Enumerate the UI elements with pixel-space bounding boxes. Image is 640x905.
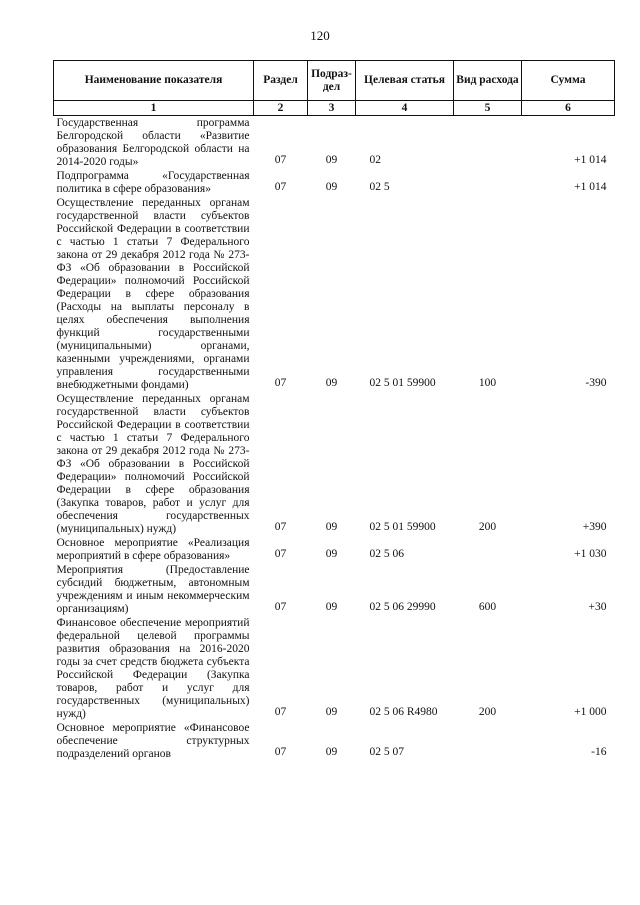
row-statya: 02 5 01 59900: [369, 377, 436, 389]
row-razdel: 07: [274, 548, 287, 560]
row-razdel: 07: [274, 181, 287, 193]
row-name: Подпрограмма «Государственная политика в сфере образования»: [56, 170, 250, 195]
row-vid: 100: [478, 377, 497, 389]
row-statya: 02 5 01 59900: [369, 521, 436, 533]
table-row: [54, 196, 615, 392]
row-razdel: 07: [274, 706, 287, 718]
row-podrazdel: 09: [325, 377, 338, 389]
row-summa: +1 014: [574, 154, 607, 166]
col-number: 2: [254, 101, 308, 116]
col-header-summa: Сумма: [522, 61, 615, 101]
col-number: 3: [308, 101, 356, 116]
row-vid: [454, 536, 522, 563]
table-row: [54, 116, 615, 170]
row-name: Финансовое обеспечение мероприятий федеральной целевой программы развития образования на 2016-2020 годы за счет средств бюджета субъекта Российской Федерации (Закупка товаров, работ и услуг для государственных (муниципальных) нужд): [56, 617, 250, 720]
row-summa: -390: [585, 377, 607, 389]
row-summa: +390: [582, 521, 607, 533]
row-razdel: 07: [274, 601, 287, 613]
row-podrazdel: 09: [325, 154, 338, 166]
row-razdel: 07: [274, 377, 287, 389]
row-vid: [454, 721, 522, 761]
table-column-numbers-row: [54, 101, 615, 116]
col-header-name: Наименование показателя: [54, 61, 254, 101]
page-number: 120: [310, 28, 330, 43]
row-razdel: 07: [274, 154, 287, 166]
row-vid: 600: [478, 601, 497, 613]
row-statya: 02 5 06: [369, 548, 404, 560]
row-razdel: 07: [274, 746, 287, 758]
row-statya: 02 5 06 29990: [369, 601, 436, 613]
row-podrazdel: 09: [325, 181, 338, 193]
row-razdel: 07: [274, 521, 287, 533]
row-name: Осуществление переданных органам государственной власти субъектов Российской Федерации в соответствии с частью 1 статьи 7 Федерального закона от 29 декабря 2012 года № 273-ФЗ «Об образовании в Российской Федерации» полномочий Российской Федерации в сфере образования (Расходы на выплаты персоналу в целях обеспечения выполнения функций государственными (муниципальными) органами, казенными учреждениями, органами управления государственными внебюджетными фондами): [56, 197, 250, 391]
row-summa: -16: [591, 746, 607, 758]
col-number: 4: [356, 101, 454, 116]
row-statya: 02 5 07: [369, 746, 404, 758]
row-name: Государственная программа Белгородской области «Развитие образования Белгородской области на 2014-2020 годы»: [56, 117, 250, 168]
row-vid: 200: [478, 706, 497, 718]
budget-table: [53, 60, 615, 761]
table-row: [54, 721, 615, 761]
row-name: Осуществление переданных органам государственной власти субъектов Российской Федерации в соответствии с частью 1 статьи 7 Федерального закона от 29 декабря 2012 года № 273-ФЗ «Об образовании в Российской Федерации» полномочий Российской Федерации в сфере образования (Закупка товаров, работ и услуг для обеспечения государственных (муниципальных) нужд): [56, 393, 250, 535]
col-header-statya: Целевая статья: [356, 61, 454, 101]
row-summa: +1 000: [574, 706, 607, 718]
row-statya: 02: [369, 154, 381, 166]
row-name: Мероприятия (Предоставление субсидий бюджетным, автономным учреждениям и иным некоммерческим организациям): [56, 564, 250, 615]
row-vid: [454, 169, 522, 196]
table-row: [54, 536, 615, 563]
row-podrazdel: 09: [325, 746, 338, 758]
col-number: 1: [54, 101, 254, 116]
row-statya: 02 5 06 R4980: [369, 706, 438, 718]
table-row: [54, 392, 615, 536]
row-vid: 200: [478, 521, 497, 533]
row-vid: [454, 116, 522, 170]
col-header-podrazdel: Подраз-дел: [308, 61, 356, 101]
row-summa: +1 014: [574, 181, 607, 193]
row-name: Основное мероприятие «Реализация мероприятий в сфере образования»: [56, 537, 250, 562]
row-statya: 02 5: [369, 181, 390, 193]
col-number: 5: [454, 101, 522, 116]
col-header-vid: Вид расхода: [454, 61, 522, 101]
col-number: 6: [522, 101, 615, 116]
row-name: Основное мероприятие «Финансовое обеспечение структурных подразделений органов: [56, 722, 250, 760]
row-podrazdel: 09: [325, 521, 338, 533]
table-row: [54, 616, 615, 721]
table-row: [54, 169, 615, 196]
table-row: [54, 563, 615, 616]
row-summa: +1 030: [574, 548, 607, 560]
col-header-razdel: Раздел: [254, 61, 308, 101]
row-podrazdel: 09: [325, 548, 338, 560]
row-podrazdel: 09: [325, 706, 338, 718]
table-header-row: [54, 61, 615, 101]
row-podrazdel: 09: [325, 601, 338, 613]
row-summa: +30: [588, 601, 607, 613]
